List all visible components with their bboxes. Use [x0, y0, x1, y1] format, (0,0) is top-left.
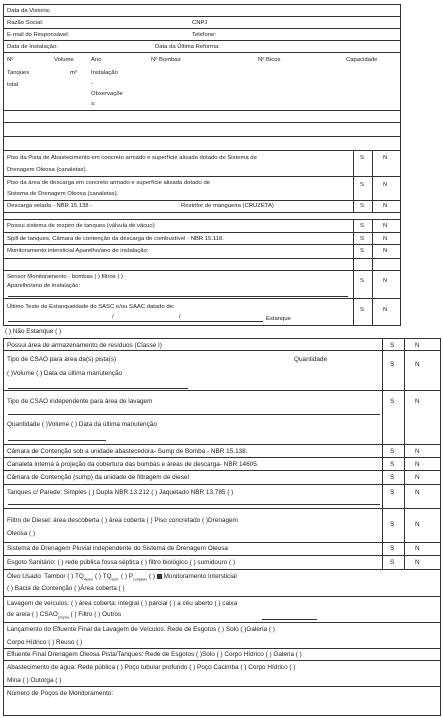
n-option[interactable]: N	[383, 155, 388, 161]
oleo-usado-line-1	[7, 573, 237, 583]
oleo-sub-2: subt.	[111, 577, 120, 582]
data-vistoria-label: Data da Vistoria:	[7, 8, 51, 14]
s-option[interactable]: S	[390, 398, 395, 405]
s-option[interactable]: S	[360, 307, 364, 313]
oleo-sub-3: completo	[133, 577, 148, 582]
s-option[interactable]: S	[360, 236, 364, 242]
quantidade-label: Quantidade	[294, 356, 328, 363]
piso-pista-text-2: Drenagem Oleosa (canaletas).	[7, 167, 88, 173]
csao-pista-text: Tipo de CSAO para área da(s) pista(s)	[7, 356, 117, 363]
lavagem-sub: própria	[57, 615, 69, 620]
abastecimento-text-1: Abastecimento de água: Rede pública ( ) Poço tubular profundo ( ) Poço Cacimba ( ) Corpo Hídrico ( )	[7, 664, 296, 671]
n-option[interactable]: N	[415, 342, 420, 349]
s-option[interactable]: S	[390, 489, 395, 496]
n-option[interactable]: N	[415, 545, 420, 552]
spill-text: Spill de tanques, Câmara de contenção da descarga de combustível - NBR 15.118.	[7, 236, 224, 242]
drenagem-pluvial-text: Sistema de Drenagem Pluvial independente do Sistema de Drenagem Oleosa	[7, 545, 228, 552]
monitoramento-intersticial-text: Monitoramento intersticial Aparelho/ano de instalação:	[7, 248, 149, 254]
nao-estanque-text: ( ) Não Estanque ( )	[5, 328, 62, 335]
cnpj-label: CNPJ	[192, 20, 208, 26]
data-instalacao-label: Data de Instalação:	[7, 44, 58, 50]
s-option[interactable]: S	[390, 461, 395, 468]
oleo-text-3: ( ) P	[120, 573, 133, 580]
n-option[interactable]: N	[383, 182, 388, 188]
s-option[interactable]: S	[390, 474, 395, 481]
s-option[interactable]: S	[360, 278, 364, 284]
col-tanques: Tanques	[7, 70, 30, 76]
n-option[interactable]: N	[415, 398, 420, 405]
data-reforma-label: Data da Última Reforma:	[155, 44, 220, 50]
s-option[interactable]: S	[390, 521, 395, 528]
n-option[interactable]: N	[415, 361, 420, 368]
razao-social-label: Razão Social:	[7, 20, 44, 26]
s-option[interactable]: S	[360, 203, 364, 209]
sensor-text-1: Sensor Monitoramento - bombas ( ) filtros ( )	[7, 274, 123, 280]
n-option[interactable]: N	[415, 474, 420, 481]
col-instalacao: Instalação	[91, 70, 118, 76]
piso-descarga-text-2: Sistema de Drenagem Oleosa (canaletas).	[7, 191, 119, 197]
s-option[interactable]: S	[360, 155, 364, 161]
efluente-final-text: Efluente Final Drenagem Oleosa Pista/Tanques: Rede de Esgotos ( )Solo ( ) Corpo Hídrico ( ) Galeria ( )	[7, 651, 302, 658]
col-bombas: Nº Bombas	[151, 57, 181, 63]
s-option[interactable]: S	[390, 559, 395, 566]
sump-filtragem-text: Câmara de Contenção (sump) da unidade de filtragem de diesel	[7, 474, 189, 481]
pocos-text: Número de Poços de Monitoramento:	[7, 690, 114, 697]
canaleta-text: Canaleta interna à projeção da cobertura das bombas e áreas de descarga- NBR 14605.	[7, 461, 259, 468]
col-volume: Volume	[54, 57, 74, 63]
teste-slash-1: /	[112, 314, 114, 320]
residuos-text: Possui área de armazenamento de resíduos (Classe I)	[7, 342, 162, 349]
esgoto-text: Esgoto Sanitário: ( ) rede pública fossa séptica ( ) filtro biológico ( ) sumidouro ( )	[7, 559, 236, 566]
telefone-label: Telefone:	[192, 32, 216, 38]
filtro-diesel-text-2: Oleosa ( )	[7, 530, 36, 537]
s-option[interactable]: S	[390, 448, 395, 455]
oleo-line-2: ( ) Bacia de Contenção ( )Área coberta ( )	[7, 585, 125, 592]
teste-slash-2: /	[179, 314, 181, 320]
checked-box-icon[interactable]	[157, 574, 162, 579]
n-option[interactable]: N	[415, 521, 420, 528]
email-label: E-mail do Responsável:	[7, 32, 70, 38]
oleo-sub-1: Aéreo	[83, 577, 94, 582]
n-option[interactable]: N	[383, 278, 388, 284]
piso-pista-text-1: Piso da Pista de Abastecimento em concreto armado e superfície alisada dotado de Sistema de	[7, 155, 257, 161]
lavagem-line-2	[7, 611, 121, 621]
s-option[interactable]: S	[390, 361, 395, 368]
lancamento-text-1: Lançamento do Efluente Final da Lavagem de Veículos: Rede de Esgotos ( ) Solo ( )Galeria ( )	[7, 626, 275, 633]
col-m3: m³	[70, 70, 77, 76]
lavagem-text-2a: de areia ( ) CSAO	[7, 611, 58, 618]
n-option[interactable]: N	[383, 248, 388, 254]
volume-line-text: ( )Volume ( ) Data da última manutenção	[7, 370, 123, 377]
col-dash: -	[91, 81, 93, 87]
restritor-text: Restritor de mangueira (CRUZETA)	[181, 203, 274, 209]
quantidade-line-text: Quantidade ( )Volume ( ) Data da última manutenção	[7, 421, 157, 428]
s-option[interactable]: S	[390, 545, 395, 552]
teste-text-1: Último Teste de Estanqueidade do SASC e/ou SAAC datado de:	[7, 304, 175, 310]
tanques-parede-text: Tanques c/ Parede: Simples ( ) Dupla NBR 13.212 ( ) Jaquetado NBR 13.785 ( )	[7, 489, 234, 496]
n-option[interactable]: N	[415, 489, 420, 496]
n-option[interactable]: N	[383, 236, 388, 242]
oleo-text-1: Óleo Usado: Tambor ( ) TQ	[7, 573, 84, 580]
sensor-text-2: Aparelho/ano de instalação:	[7, 283, 81, 289]
col-capacidade: Capacidade	[346, 57, 378, 63]
oleo-text-4: ( )	[148, 573, 157, 580]
filtro-diesel-text-1: Filtro de Diesel: área descoberta ( ) área coberta ( ) Piso concretado ( )Drenagem	[7, 517, 238, 524]
col-ano: Ano	[91, 57, 102, 63]
s-option[interactable]: S	[360, 223, 364, 229]
s-option[interactable]: S	[360, 182, 364, 188]
n-option[interactable]: N	[415, 461, 420, 468]
col-observacoes-1: Observaçõe	[91, 91, 123, 97]
n-option[interactable]: N	[415, 559, 420, 566]
piso-descarga-text-1: Piso da área de descarga em concreto armado e superfície alisada dotado de	[7, 180, 211, 186]
n-option[interactable]: N	[383, 203, 388, 209]
lancamento-text-2: Corpo Hídrico ( ) Reuso ( )	[7, 639, 83, 646]
s-option[interactable]: S	[390, 342, 395, 349]
descarga-selada-text: Descarga selada - NBR 15.138 -	[7, 203, 93, 209]
col-bicos: Nº Bicos	[258, 57, 281, 63]
lavagem-text-2b: ( ) Filtro ( ) Outros	[68, 611, 122, 618]
n-option[interactable]: N	[383, 223, 388, 229]
n-option[interactable]: N	[383, 307, 388, 313]
oleo-text-5: Monitoramento Intersticial	[163, 573, 237, 580]
teste-estanque: Estanque	[266, 316, 291, 322]
sump-bomba-text: Câmara de Contenção sob a unidade abastecedora- Sump de Bomba - NBR 15.138.	[7, 448, 248, 455]
s-option[interactable]: S	[360, 248, 364, 254]
abastecimento-text-2: Mina ( ) Outorga ( )	[7, 677, 62, 684]
oleo-text-2: ( ) TQ	[94, 573, 112, 580]
lavagem-text-1: Lavagem de veículos: ( ) área coberta: integral ( ) parcial ( ) a céu aberto ( ) caixa	[7, 600, 238, 607]
col-total: total	[7, 82, 19, 88]
respiro-text: Possui sistema de respiro de tanques (válvula de vácuo)	[7, 223, 155, 229]
csao-lavagem-text: Tipo de CSAO independente para área de lavagem	[7, 398, 153, 405]
n-option[interactable]: N	[415, 448, 420, 455]
col-observacoes-2: s:	[91, 101, 96, 107]
col-no: Nº	[7, 57, 14, 63]
